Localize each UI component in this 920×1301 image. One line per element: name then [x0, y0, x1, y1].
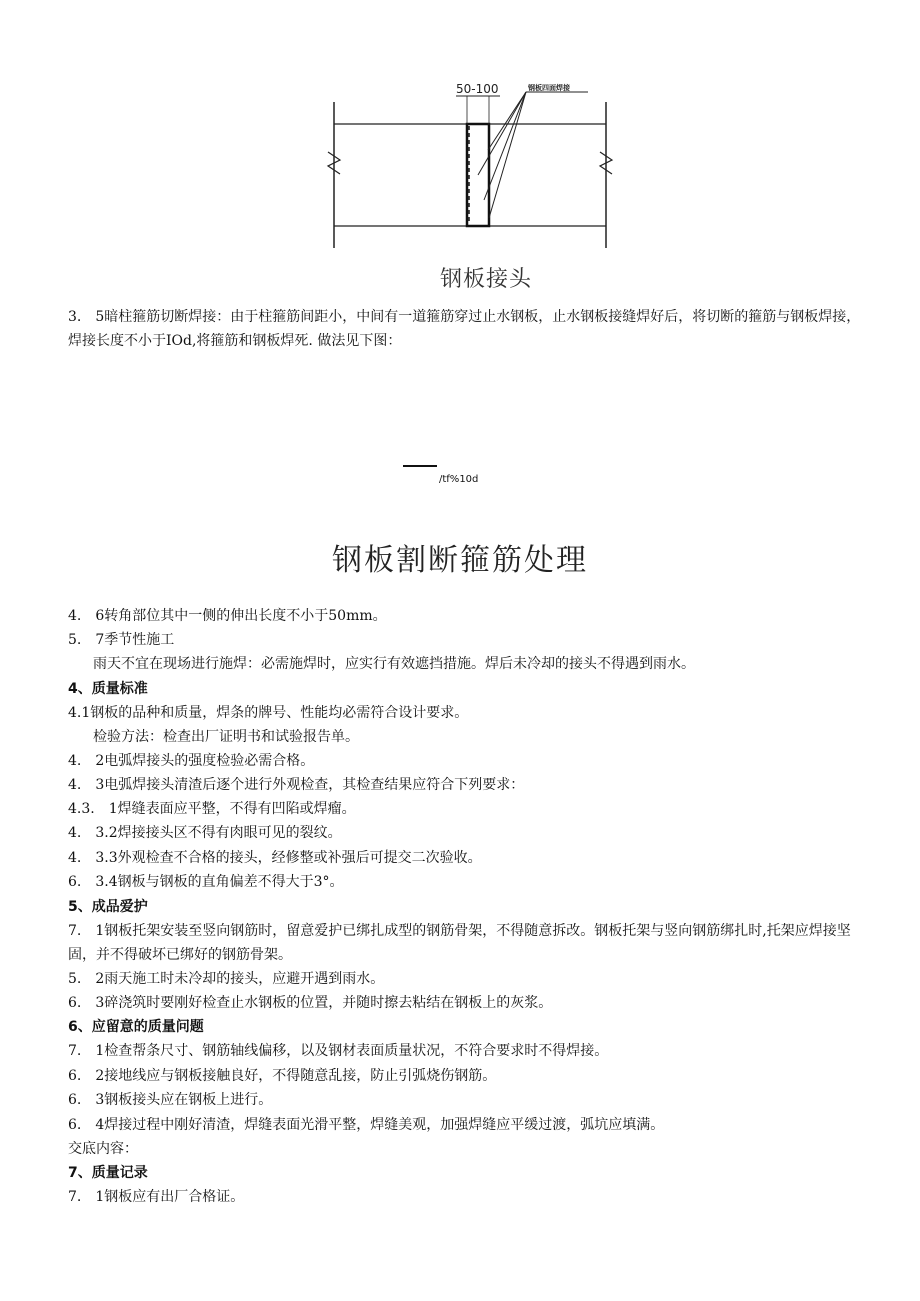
figure-caption: 钢板接头 [440, 267, 533, 292]
heading-quality-standard: 4、质量标准 [68, 681, 148, 697]
heading-quality-records: 7、质量记录 [68, 1165, 148, 1181]
line-4-3-3: 4. 3.3外观检查不合格的接头，经修整或补强后可提交二次验收。 [68, 850, 482, 866]
line-4-6: 4. 6转角部位其中一侧的伸出长度不小于50mm。 [68, 608, 387, 624]
line-6-3-4: 6. 3.4钢板与钢板的直角偏差不得大于3°。 [68, 874, 344, 890]
line-4-3-1: 4.3. 1焊缝表面应平整，不得有凹陷或焊瘤。 [68, 801, 356, 817]
line-4-3: 4. 3电弧焊接头清渣后逐个进行外观检查，其检查结果应符合下列要求： [68, 777, 525, 793]
line-4-2: 4. 2电弧焊接头的强度检验必需合格。 [68, 753, 315, 769]
line-7-1b: 7. 1检查帮条尺寸、钢筋轴线偏移，以及钢材表面质量状况，不符合要求时不得焊接。 [68, 1043, 609, 1059]
weld-label: 钢板四面焊接 [528, 84, 570, 92]
line-4-1-check: 检验方法：检查出厂证明书和试验报告单。 [93, 729, 359, 745]
paragraph-3-5: 3. 5暗柱箍筋切断焊接：由于柱箍筋间距小，中间有一道箍筋穿过止水钢板，止水钢板接缝焊好后，将切断的箍筋与钢板焊接，焊接长度不小于IOd,将箍筋和钢板焊死. 做法见下图： [68, 309, 861, 349]
line-jiaodi: 交底内容： [68, 1141, 138, 1157]
figure-small-label: /tf%10d [439, 474, 479, 485]
line-7-1c: 7. 1钢板应有出厂合格证。 [68, 1189, 245, 1205]
line-6-2: 6. 2接地线应与钢板接触良好，不得随意乱接，防止引弧烧伤钢筋。 [68, 1068, 497, 1084]
dimension-label: 50-100 [456, 82, 499, 96]
line-5-7-body: 雨天不宜在现场进行施焊：必需施焊时，应实行有效遮挡措施。焊后未冷却的接头不得遇到雨水。 [93, 656, 695, 672]
line-6-4: 6. 4焊接过程中刚好清渣，焊缝表面光滑平整，焊缝美观，加强焊缝应平缓过渡，弧坑应填满。 [68, 1117, 665, 1133]
line-5-7: 5. 7季节性施工 [68, 632, 175, 648]
line-4-1: 4.1钢板的品种和质量，焊条的牌号、性能均必需符合设计要求。 [68, 705, 469, 721]
line-6-3: 6. 3碎浇筑时要刚好检查止水钢板的位置，并随时擦去粘结在钢板上的灰浆。 [68, 995, 553, 1011]
line-4-3-2: 4. 3.2焊接接头区不得有肉眼可见的裂纹。 [68, 825, 342, 841]
figure-title: 钢板割断箍筋处理 [332, 543, 588, 578]
heading-quality-issues: 6、应留意的质量问题 [68, 1019, 204, 1035]
line-6-3b: 6. 3钢板接头应在钢板上进行。 [68, 1092, 273, 1108]
line-5-2: 5. 2雨天施工时未冷却的接头，应避开遇到雨水。 [68, 971, 385, 987]
heading-product-protection: 5、成品爱护 [68, 899, 148, 915]
figure-rule [403, 465, 437, 467]
line-7-1: 7. 1钢板托架安装至竖向钢筋时，留意爱护已绑扎成型的钢筋骨架，不得随意拆改。钢板托架与竖向钢筋绑扎时,托架应焊接坚固，并不得破坏已绑好的钢筋骨架。 [68, 923, 851, 963]
